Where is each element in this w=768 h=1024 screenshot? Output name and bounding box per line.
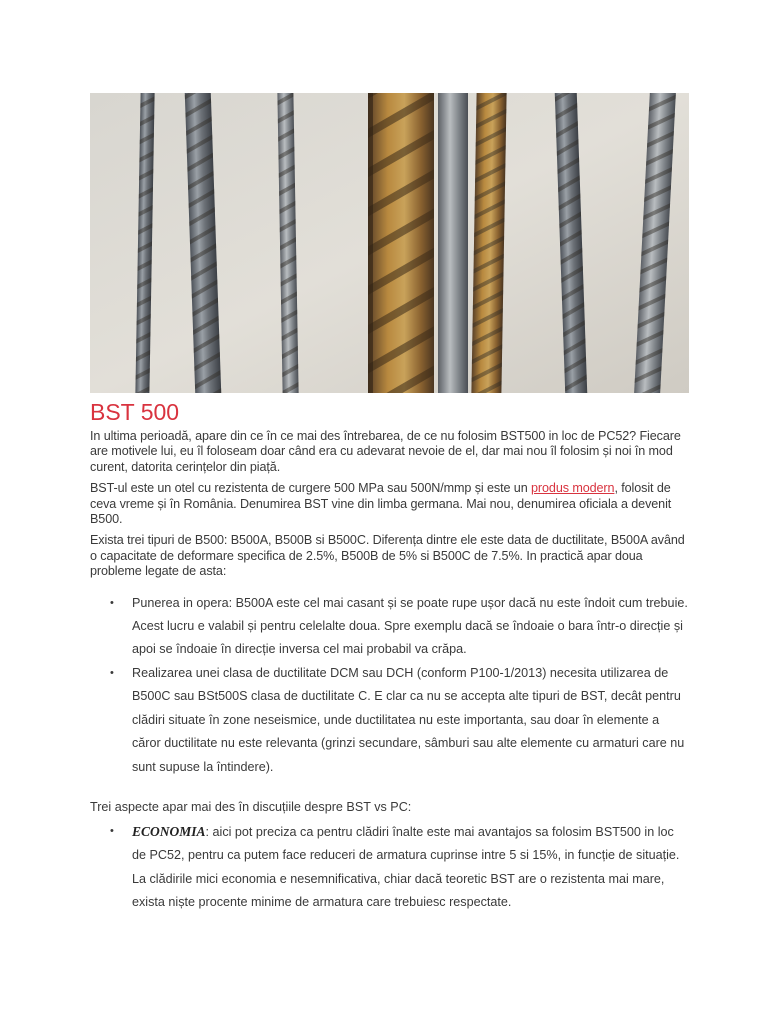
paragraph-intro: In ultima perioadă, apare din ce în ce mai des întrebarea, de ce nu folosim BST500 in loc de PC52? Fiecare are motivele lui, eu îl foloseam doar când era cu adevarat nevoie de el, dar mai nou îl folosim și noi în mod curent, datorita cerințelor din piață. bbox=[90, 429, 681, 474]
paragraph-definition-end: , folosit de ceva vreme și în România. Denumirea BST vine din limba germana. Mai nou, denumirea oficiala a devenit B500. bbox=[90, 481, 672, 527]
rebar-photo bbox=[90, 93, 689, 393]
paragraph-definition-start: BST-ul este un otel cu rezistenta de curgere 500 MPa sau 500N/mmp și este un bbox=[90, 481, 532, 496]
paragraph-types: Exista trei tipuri de B500: B500A, B500B si B500C. Diferența dintre ele este data de ductilitate, B500A având o capacitate de deformare specifica de 2.5%, B500B de 5% si B500C de 7.5%. In practică apar doua probleme legate de asta: bbox=[90, 533, 685, 579]
bullet-icon: • bbox=[110, 824, 114, 837]
produs-modern-link[interactable]: produs modern bbox=[531, 481, 615, 496]
article-title: BST 500 bbox=[90, 399, 180, 425]
list-item bbox=[90, 820, 690, 915]
bullet-icon: • bbox=[110, 596, 114, 609]
list-item-text: Realizarea unei clasa de ductilitate DCM sau DCH (conform P100-1/2013) necesita utilizarea de B500C sau BSt500S clasa de ductilitate C. E clar ca nu se accepta alte tipuri de BST, decât pentru clădiri situate în zone neseismice, unde ductilitatea nu este importanta, sau doar în elemente a căror ductilitate nu este relevanta (grinzi secundare, sâmburi sau alte elemente cu armaturi care nu sunt supuse la întindere). bbox=[132, 665, 685, 774]
bullet-icon: • bbox=[110, 666, 114, 679]
list-item bbox=[90, 592, 690, 662]
list-item bbox=[90, 662, 690, 779]
problems-list bbox=[90, 592, 690, 779]
paragraph-definition bbox=[90, 481, 690, 527]
aspect-label: ECONOMIA bbox=[132, 823, 206, 839]
section-intro: Trei aspecte apar mai des în discuțiile despre BST vs PC: bbox=[90, 799, 412, 814]
list-item-text: Punerea in opera: B500A este cel mai casant și se poate rupe ușor dacă nu este îndoit cum trebuie. Acest lucru e valabil și pentru celelalte doua. Spre exemplu dacă se îndoaie o bara într-o direcție și apoi se îndoaie în direcție inversa cel mai probabil va crăpa. bbox=[132, 595, 688, 657]
aspects-list bbox=[90, 820, 690, 915]
article bbox=[90, 93, 690, 915]
aspect-text: : aici pot preciza ca pentru clădiri înalte este mai avantajos sa folosim BST500 in loc de PC52, pentru ca putem face reduceri de armatura cuprinse intre 5 si 15%, in funcție de situație. La clădirile mici economia e nesemnificativa, chiar dacă teoretic BST are o rezistenta mai mare, exista niște procente minime de armatura care trebuiesc respectate. bbox=[132, 824, 680, 910]
